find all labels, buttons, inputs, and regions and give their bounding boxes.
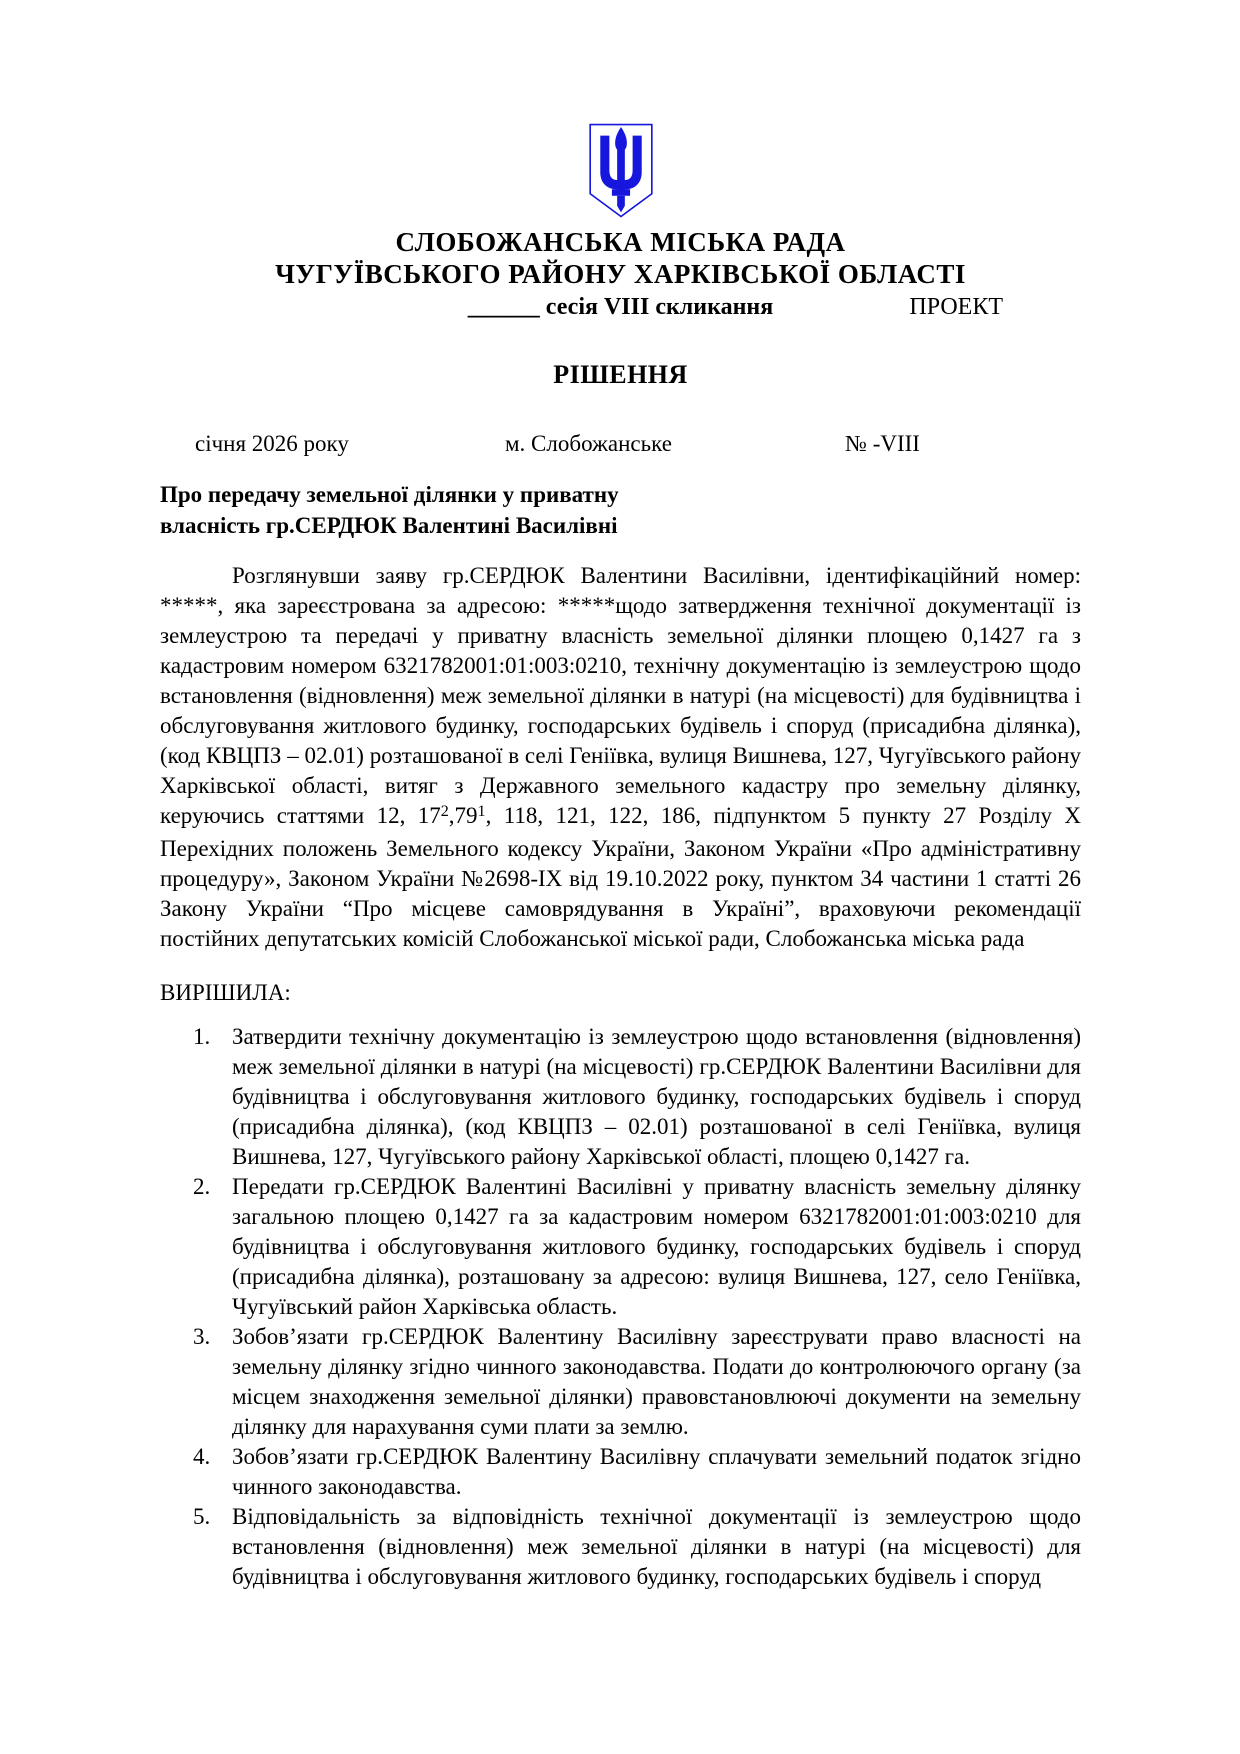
ukraine-trident-icon — [587, 122, 655, 219]
list-item-5 — [160, 1502, 1081, 1592]
subject-line-2: власність гр.СЕРДЮК Валентині Василівні — [160, 513, 618, 538]
list-item-4 — [160, 1442, 1081, 1502]
resolution-list — [160, 1022, 1081, 1592]
list-item-5-number: 5. — [193, 1504, 211, 1529]
council-name: СЛОБОЖАНСЬКА МІСЬКА РАДА — [395, 227, 846, 257]
session-line: ______ сесія VIII скликання — [467, 294, 774, 320]
list-item-3-text: Зобов’язати гр.СЕРДЮК Валентину Василівну зареєструвати право власності на земельну ділянку згідно чинного законодавства. Подати до контролюючого органу (за місцем знаходження земельної ділянки) правовстановлюючі документи на земельну ділянку для нарахування суми плати за землю. — [232, 1324, 1081, 1439]
subject-line-1: Про передачу земельної ділянки у приватну — [160, 482, 619, 507]
decision-meta-row — [160, 429, 1081, 459]
list-item-3 — [160, 1322, 1081, 1442]
list-item-4-text: Зобов’язати гр.СЕРДЮК Валентину Василівну сплачувати земельний податок згідно чинного законодавства. — [232, 1444, 1081, 1499]
resolved-heading: ВИРІШИЛА: — [160, 980, 291, 1005]
list-item-4-number: 4. — [193, 1444, 211, 1469]
emblem-container — [160, 122, 1081, 219]
preamble-text-1: Розглянувши заяву гр.СЕРДЮК Валентини Василівни, ідентифікаційний номер: *****, яка зареєстрована за адресою: *****щодо затвердження технічної документації із землеустрою та передачі у приватну власність земельної ділянки площею 0,1427 га з кадастровим номером 6321782001:01:003:0210, технічну документацію із землеустрою щодо встановлення (відновлення) меж земельної ділянки в натурі (на місцевості) для будівництва і обслуговування житлового будинку, господарських будівель і споруд (присадибна ділянка), (код КВЦПЗ – 02.01) розташованої в селі Геніївка, вулиця Вишнева, 127, Чугуївського району Харківської області, витяг з Державного земельного кадастру про земельну ділянку, керуючись статтями 12, 17 — [160, 563, 1081, 828]
list-item-2-number: 2. — [193, 1174, 211, 1199]
decision-place: м. Слобожанське — [505, 431, 672, 456]
decision-number: № -VIII — [845, 431, 920, 456]
decision-date: січня 2026 року — [195, 431, 349, 456]
list-item-3-number: 3. — [193, 1324, 211, 1349]
preamble-text-2: ,79 — [448, 803, 478, 828]
list-item-2 — [160, 1172, 1081, 1322]
list-item-1 — [160, 1022, 1081, 1172]
list-item-2-text: Передати гр.СЕРДЮК Валентині Василівні у приватну власність земельну ділянку загальною площею 0,1427 га за кадастровим номером 6321782001:01:003:0210 для будівництва і обслуговування житлового будинку, господарських будівель і споруд (присадибна ділянка), розташовану за адресою: вулиця Вишнева, 127, село Геніївка, Чугуївський район Харківська область. — [232, 1174, 1081, 1319]
preamble-paragraph — [160, 561, 1081, 954]
decision-heading: РІШЕННЯ — [553, 360, 688, 389]
preamble-superscript-2: 1 — [477, 802, 486, 820]
list-item-5-text: Відповідальність за відповідність технічної документації із землеустрою щодо встановлення (відновлення) меж земельної ділянки в натурі (на місцевості) для будівництва і обслуговування житлового будинку, господарських будівель і споруд — [232, 1504, 1081, 1589]
session-row — [160, 291, 1081, 323]
district-name: ЧУГУЇВСЬКОГО РАЙОНУ ХАРКІВСЬКОЇ ОБЛАСТІ — [275, 259, 966, 289]
subject-title — [160, 479, 1081, 541]
preamble-text-3: , 118, 121, 122, 186, підпунктом 5 пункту 27 Розділу X Перехідних положень Земельного кодексу України, Законом України «Про адміністративну процедуру», Законом України №2698-ІХ від 19.10.2022 року, пунктом 34 частини 1 статті 26 Закону України “Про місцеве самоврядування в Україні”, враховуючи рекомендації постійних депутатських комісій Слобожанської міської ради, Слобожанська міська рада — [160, 803, 1081, 951]
list-item-1-number: 1. — [193, 1024, 211, 1049]
list-item-1-text: Затвердити технічну документацію із землеустрою щодо встановлення (відновлення) меж земельної ділянки в натурі (на місцевості) гр.СЕРДЮК Валентини Василівни для будівництва і обслуговування житлового будинку, господарських будівель і споруд (присадибна ділянка), (код КВЦПЗ – 02.01) розташованої в селі Геніївка, вулиця Вишнева, 127, Чугуївського району Харківської області, площею 0,1427 га. — [232, 1024, 1081, 1169]
project-label: ПРОЕКТ — [909, 294, 1003, 320]
preamble-superscript-1: 2 — [440, 802, 449, 820]
